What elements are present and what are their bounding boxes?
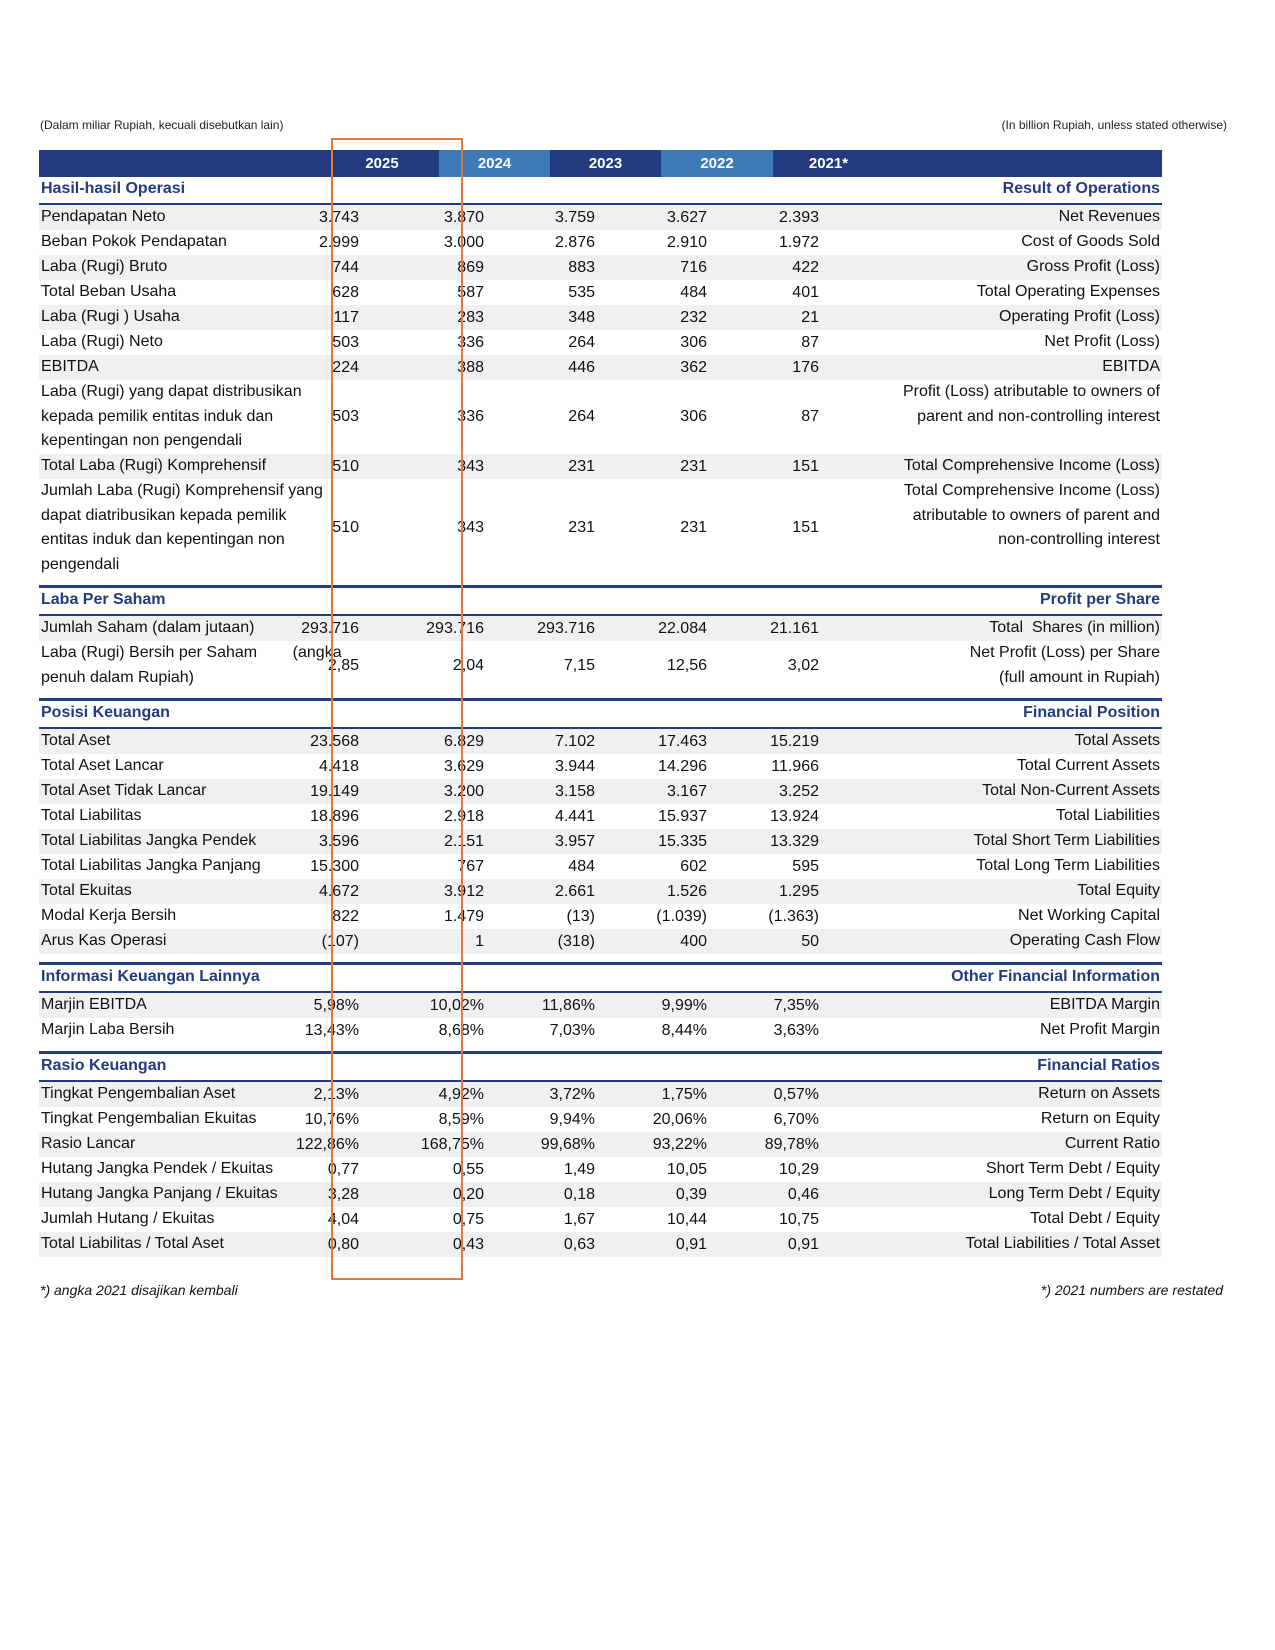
value-cell-2022: 20,06% [652, 1111, 707, 1128]
value-cell-2022: 2.910 [666, 234, 707, 251]
value-cell-2024: 3.200 [443, 783, 484, 800]
table-row [39, 1082, 1162, 1107]
value-cell-2022: 0,91 [675, 1236, 707, 1253]
row-label-id: Marjin Laba Bersih [41, 1021, 175, 1038]
value-cell-2021: 21 [801, 309, 819, 326]
value-cell-2021: 15.219 [770, 733, 819, 750]
value-cell-2025: 117 [333, 309, 359, 326]
value-cell-2024: 869 [457, 259, 484, 276]
row-label-en: Total Comprehensive Income (Loss) atributable to owners of parent and non-controlling interest [903, 482, 1160, 548]
value-cell-2021: 6,70% [773, 1111, 819, 1128]
value-cell-2025: 628 [332, 284, 359, 301]
value-cell-2023: 231 [568, 519, 595, 536]
table-row [39, 904, 1162, 929]
section-divider [39, 1043, 1162, 1054]
value-cell-2022: 3.167 [666, 783, 707, 800]
value-cell-2023: 883 [568, 259, 595, 276]
value-cell-2022: 10,05 [666, 1161, 707, 1178]
value-cell-2024: 767 [457, 858, 484, 875]
value-cell-2021: 151 [792, 458, 819, 475]
section-divider [39, 690, 1162, 701]
row-label-en: Short Term Debt / Equity [986, 1160, 1160, 1177]
value-cell-2023: 2.876 [554, 234, 595, 251]
section-title-id: Posisi Keuangan [41, 704, 170, 721]
value-cell-2024: 6.829 [443, 733, 484, 750]
value-cell-2022: 15.335 [658, 833, 707, 850]
value-cell-2021: 3,63% [773, 1022, 819, 1039]
value-cell-2024: 1.479 [443, 908, 484, 925]
value-cell-2022: 22.084 [658, 620, 707, 637]
section-header [39, 177, 1162, 205]
table-row [39, 616, 1162, 641]
value-cell-2025: 510 [332, 519, 359, 536]
value-cell-2023: 484 [568, 858, 595, 875]
row-label-en: Total Liabilities [1055, 807, 1160, 824]
value-cell-2025: 224 [332, 359, 359, 376]
row-label-en: Total Long Term Liabilities [976, 857, 1160, 874]
value-cell-2024: 587 [457, 284, 484, 301]
value-cell-2024: 0,20 [452, 1186, 484, 1203]
section-title-en: Financial Ratios [1037, 1057, 1160, 1074]
section-header [39, 588, 1162, 616]
row-label-id: Total Liabilitas Jangka Panjang [41, 857, 261, 874]
value-cell-2021: 11.966 [771, 758, 819, 775]
value-cell-2021: 3.252 [778, 783, 819, 800]
value-cell-2023: 0,63 [563, 1236, 595, 1253]
year-header-2024: 2024 [439, 150, 550, 177]
row-label-id: Pendapatan Neto [41, 208, 166, 225]
row-label-en: Net Profit (Loss) [1044, 333, 1160, 350]
section-title-id: Laba Per Saham [41, 591, 166, 608]
value-cell-2023: 264 [568, 334, 595, 351]
value-cell-2025: 0,80 [327, 1236, 359, 1253]
row-label-id: Total Aset [41, 732, 111, 749]
year-header-2022: 2022 [661, 150, 773, 177]
value-cell-2024: 3.870 [443, 209, 484, 226]
value-cell-2022: 400 [680, 933, 707, 950]
row-label-en: Net Profit (Loss) per Share (full amount in Rupiah) [969, 644, 1160, 686]
value-cell-2021: 3,02 [787, 657, 819, 674]
value-cell-2022: 231 [680, 458, 707, 475]
value-cell-2023: 264 [568, 408, 595, 425]
value-cell-2021: 151 [792, 519, 819, 536]
value-cell-2022: 9,99% [661, 997, 707, 1014]
section-header [39, 965, 1162, 993]
row-label-en: Current Ratio [1064, 1135, 1160, 1152]
row-label-id: Rasio Lancar [41, 1135, 136, 1152]
row-label-id: Total Aset Tidak Lancar [41, 782, 207, 799]
value-cell-2021: 10,29 [778, 1161, 819, 1178]
section-title-id: Rasio Keuangan [41, 1057, 167, 1074]
value-cell-2021: 1.295 [778, 883, 819, 900]
value-cell-2025: 2.999 [318, 234, 359, 251]
value-cell-2024: 8,59% [438, 1111, 484, 1128]
row-label-en: Gross Profit (Loss) [1026, 258, 1160, 275]
value-cell-2025: (107) [321, 933, 359, 950]
value-cell-2022: 1,75% [661, 1086, 707, 1103]
value-cell-2022: 10,44 [666, 1211, 707, 1228]
section-title-id: Informasi Keuangan Lainnya [41, 968, 260, 985]
table-body [39, 177, 1226, 1257]
table-row [39, 479, 1162, 577]
value-cell-2022: 8,44% [661, 1022, 707, 1039]
value-cell-2022: 232 [680, 309, 707, 326]
row-label-en: Net Working Capital [1018, 907, 1160, 924]
unit-note-id: (Dalam miliar Rupiah, kecuali disebutkan lain) [40, 118, 284, 132]
value-cell-2023: 7,03% [549, 1022, 595, 1039]
footnote-id: *) angka 2021 disajikan kembali [40, 1282, 238, 1298]
row-label-en: Profit (Loss) atributable to owners of parent and non-controlling interest [902, 383, 1160, 425]
section-header [39, 1054, 1162, 1082]
table-row [39, 1132, 1162, 1157]
value-cell-2024: 388 [457, 359, 484, 376]
value-cell-2024: 283 [457, 309, 484, 326]
value-cell-2023: 4.441 [554, 808, 595, 825]
table-row [39, 1107, 1162, 1132]
value-cell-2025: 19.149 [310, 783, 359, 800]
value-cell-2021: 2.393 [778, 209, 819, 226]
section-header [39, 701, 1162, 729]
value-cell-2023: (318) [557, 933, 595, 950]
row-label-id: Laba (Rugi) Neto [41, 333, 163, 350]
value-cell-2024: 2.151 [443, 833, 484, 850]
value-cell-2025: 18.896 [310, 808, 359, 825]
row-label-en: Operating Cash Flow [1009, 932, 1160, 949]
table-row [39, 1182, 1162, 1207]
value-cell-2021: 1.972 [778, 234, 819, 251]
table-row [39, 280, 1162, 305]
section-title-id: Hasil-hasil Operasi [41, 180, 186, 197]
section-divider [39, 954, 1162, 965]
value-cell-2025: 510 [332, 458, 359, 475]
row-label-en: Total Debt / Equity [1030, 1210, 1160, 1227]
value-cell-2024: 3.000 [443, 234, 484, 251]
row-label-id: Total Ekuitas [41, 882, 132, 899]
row-label-en: Total Assets [1074, 732, 1160, 749]
table-row [39, 804, 1162, 829]
value-cell-2025: 4,04 [327, 1211, 359, 1228]
value-cell-2022: 484 [680, 284, 707, 301]
value-cell-2025: 4.418 [318, 758, 359, 775]
value-cell-2024: 0,75 [452, 1211, 484, 1228]
row-label-id: Arus Kas Operasi [41, 932, 167, 949]
table-row [39, 330, 1162, 355]
row-label-id: Laba (Rugi) Bruto [41, 258, 168, 275]
table-row [39, 829, 1162, 854]
table-row [39, 879, 1162, 904]
value-cell-2023: 3,72% [549, 1086, 595, 1103]
row-label-id: Jumlah Saham (dalam jutaan) [41, 619, 255, 636]
row-label-en: Total Shares (in million) [989, 619, 1160, 636]
value-cell-2022: 231 [680, 519, 707, 536]
value-cell-2022: 17.463 [658, 733, 707, 750]
value-cell-2022: 93,22% [652, 1136, 707, 1153]
value-cell-2023: 231 [568, 458, 595, 475]
value-cell-2023: 293.716 [537, 620, 595, 637]
value-cell-2025: 293.716 [301, 620, 359, 637]
value-cell-2023: 0,18 [563, 1186, 595, 1203]
value-cell-2025: 122,86% [295, 1136, 359, 1153]
value-cell-2023: 3.944 [554, 758, 595, 775]
row-label-en: Total Short Term Liabilities [973, 832, 1160, 849]
value-cell-2021: 595 [792, 858, 819, 875]
value-cell-2021: 13.924 [770, 808, 819, 825]
section-title-en: Other Financial Information [951, 968, 1160, 985]
value-cell-2022: 602 [680, 858, 707, 875]
row-label-id: Beban Pokok Pendapatan [41, 233, 227, 250]
value-cell-2021: 87 [801, 334, 819, 351]
table-row [39, 230, 1162, 255]
value-cell-2025: 2,85 [327, 657, 359, 674]
value-cell-2021: 10,75 [778, 1211, 819, 1228]
row-label-id: Total Liabilitas [41, 807, 142, 824]
value-cell-2023: 99,68% [540, 1136, 595, 1153]
row-label-id: Total Aset Lancar [41, 757, 164, 774]
row-label-id: Hutang Jangka Pendek / Ekuitas [41, 1160, 274, 1177]
value-cell-2024: 343 [457, 458, 484, 475]
row-label-id: Modal Kerja Bersih [41, 907, 177, 924]
value-cell-2022: 15.937 [658, 808, 707, 825]
value-cell-2024: 8,68% [438, 1022, 484, 1039]
value-cell-2021: 50 [801, 933, 819, 950]
value-cell-2021: 401 [792, 284, 819, 301]
value-cell-2024: 343 [457, 519, 484, 536]
row-label-id: Hutang Jangka Panjang / Ekuitas [41, 1185, 278, 1202]
value-cell-2024: 2,04 [452, 657, 484, 674]
value-cell-2023: 1,67 [563, 1211, 595, 1228]
value-cell-2025: 3.743 [318, 209, 359, 226]
value-cell-2025: 4.672 [318, 883, 359, 900]
table-row [39, 754, 1162, 779]
value-cell-2021: 0,91 [787, 1236, 819, 1253]
value-cell-2025: 744 [332, 259, 359, 276]
row-label-en: Return on Equity [1040, 1110, 1160, 1127]
row-label-id: Total Liabilitas Jangka Pendek [41, 832, 257, 849]
value-cell-2023: 3.759 [554, 209, 595, 226]
row-label-id: Total Beban Usaha [41, 283, 177, 300]
value-cell-2022: 306 [680, 408, 707, 425]
value-cell-2023: 1,49 [563, 1161, 595, 1178]
row-label-en: Total Equity [1077, 882, 1160, 899]
row-label-en: Total Liabilities / Total Asset [965, 1235, 1160, 1252]
value-cell-2025: 503 [332, 334, 359, 351]
value-cell-2024: 293.716 [426, 620, 484, 637]
value-cell-2024: 2.918 [443, 808, 484, 825]
value-cell-2022: 362 [680, 359, 707, 376]
value-cell-2024: 3.629 [443, 758, 484, 775]
value-cell-2022: 1.526 [666, 883, 707, 900]
table-row [39, 255, 1162, 280]
row-label-id: Tingkat Pengembalian Ekuitas [41, 1110, 257, 1127]
value-cell-2024: 336 [457, 408, 484, 425]
table-row [39, 993, 1162, 1018]
value-cell-2021: 87 [801, 408, 819, 425]
row-label-en: EBITDA Margin [1049, 996, 1160, 1013]
table-row [39, 729, 1162, 754]
section-title-en: Financial Position [1023, 704, 1160, 721]
row-label-en: Operating Profit (Loss) [999, 308, 1160, 325]
row-label-id: Total Laba (Rugi) Komprehensif [41, 457, 267, 474]
table-row [39, 205, 1162, 230]
value-cell-2024: 3.912 [443, 883, 484, 900]
table-row [39, 1157, 1162, 1182]
value-cell-2021: 89,78% [764, 1136, 819, 1153]
value-cell-2021: 176 [792, 359, 819, 376]
value-cell-2025: 822 [332, 908, 359, 925]
value-cell-2025: 15.300 [310, 858, 359, 875]
value-cell-2022: 3.627 [666, 209, 707, 226]
year-header-2025: 2025 [332, 150, 432, 177]
row-label-id: Laba (Rugi) Bersih per Saham (angka penuh dalam Rupiah) [41, 644, 342, 686]
value-cell-2022: 306 [680, 334, 707, 351]
row-label-en: Net Profit Margin [1039, 1021, 1160, 1038]
row-label-en: Long Term Debt / Equity [988, 1185, 1160, 1202]
value-cell-2023: 3.957 [554, 833, 595, 850]
value-cell-2022: 0,39 [675, 1186, 707, 1203]
value-cell-2025: 2,13% [313, 1086, 359, 1103]
year-header-row [39, 150, 1162, 177]
value-cell-2022: 12,56 [666, 657, 707, 674]
value-cell-2023: 9,94% [549, 1111, 595, 1128]
table-row [39, 305, 1162, 330]
value-cell-2023: 446 [568, 359, 595, 376]
row-label-en: Return on Assets [1038, 1085, 1160, 1102]
table-row [39, 1018, 1162, 1043]
value-cell-2023: 348 [568, 309, 595, 326]
row-label-id: Marjin EBITDA [41, 996, 147, 1013]
value-cell-2023: (13) [566, 908, 595, 925]
value-cell-2022: 14.296 [658, 758, 707, 775]
value-cell-2025: 23.568 [310, 733, 359, 750]
value-cell-2024: 0,55 [452, 1161, 484, 1178]
row-label-id: Laba (Rugi ) Usaha [41, 308, 180, 325]
value-cell-2021: 0,57% [773, 1086, 819, 1103]
footnote-en: *) 2021 numbers are restated [1040, 1282, 1223, 1298]
section-title-en: Result of Operations [1002, 180, 1160, 197]
row-label-id: Jumlah Hutang / Ekuitas [41, 1210, 215, 1227]
value-cell-2023: 11,86% [541, 997, 595, 1014]
table-row [39, 355, 1162, 380]
value-cell-2021: (1.363) [768, 908, 819, 925]
value-cell-2021: 0,46 [787, 1186, 819, 1203]
value-cell-2024: 1 [475, 933, 484, 950]
value-cell-2025: 0,77 [327, 1161, 359, 1178]
value-cell-2023: 2.661 [554, 883, 595, 900]
table-row [39, 854, 1162, 879]
value-cell-2025: 3,28 [327, 1186, 359, 1203]
value-cell-2023: 535 [568, 284, 595, 301]
value-cell-2021: 13.329 [770, 833, 819, 850]
row-label-en: Total Current Assets [1016, 757, 1160, 774]
table-row [39, 1207, 1162, 1232]
value-cell-2025: 503 [332, 408, 359, 425]
year-header-2021: 2021* [773, 150, 884, 177]
value-cell-2024: 168,75% [420, 1136, 484, 1153]
value-cell-2024: 4,92% [438, 1086, 484, 1103]
row-label-id: Laba (Rugi) yang dapat distribusikan kepada pemilik entitas induk dan kepentingan non pengendali [41, 383, 302, 449]
value-cell-2025: 5,98% [313, 997, 359, 1014]
value-cell-2022: (1.039) [656, 908, 707, 925]
table-row [39, 779, 1162, 804]
row-label-en: Total Operating Expenses [976, 283, 1160, 300]
table-row [39, 1232, 1162, 1257]
value-cell-2021: 422 [792, 259, 819, 276]
row-label-en: Net Revenues [1058, 208, 1160, 225]
value-cell-2023: 3.158 [554, 783, 595, 800]
table-row [39, 929, 1162, 954]
value-cell-2025: 13,43% [304, 1022, 359, 1039]
row-label-id: Tingkat Pengembalian Aset [41, 1085, 236, 1102]
value-cell-2025: 10,76% [304, 1111, 359, 1128]
value-cell-2022: 716 [680, 259, 707, 276]
row-label-id: Jumlah Laba (Rugi) Komprehensif yang dapat diatribusikan kepada pemilik entitas induk dan kepentingan non pengendali [41, 482, 323, 573]
financial-highlights-table [39, 150, 1226, 1257]
row-label-id: EBITDA [41, 358, 99, 375]
row-label-id: Total Liabilitas / Total Aset [41, 1235, 224, 1252]
table-row [39, 380, 1162, 454]
section-divider [39, 577, 1162, 588]
table-row [39, 454, 1162, 479]
value-cell-2024: 10,02% [429, 997, 484, 1014]
value-cell-2024: 336 [457, 334, 484, 351]
value-cell-2023: 7.102 [554, 733, 595, 750]
row-label-en: Cost of Goods Sold [1021, 233, 1160, 250]
row-label-en: Total Comprehensive Income (Loss) [903, 457, 1160, 474]
value-cell-2021: 7,35% [773, 997, 819, 1014]
value-cell-2025: 3.596 [318, 833, 359, 850]
value-cell-2023: 7,15 [563, 657, 595, 674]
table-row [39, 641, 1162, 690]
section-title-en: Profit per Share [1039, 591, 1160, 608]
row-label-en: Total Non-Current Assets [982, 782, 1160, 799]
year-header-2023: 2023 [550, 150, 661, 177]
value-cell-2024: 0,43 [452, 1236, 484, 1253]
unit-note-en: (In billion Rupiah, unless stated otherwise) [1001, 118, 1227, 132]
row-label-en: EBITDA [1102, 358, 1160, 375]
value-cell-2021: 21.161 [770, 620, 819, 637]
